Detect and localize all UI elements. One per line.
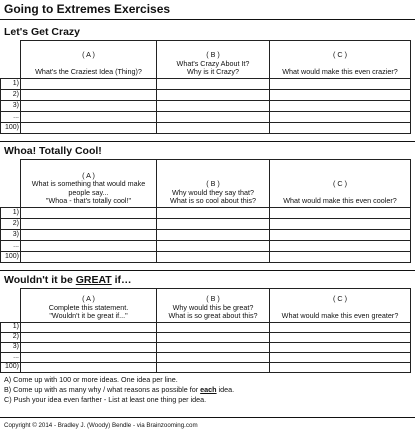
entry-cell[interactable]	[157, 241, 270, 252]
copyright-text: Copyright © 2014 - Bradley J. (Woody) Bendle - via Brainzooming.com	[4, 422, 198, 429]
entry-cell[interactable]	[270, 208, 411, 219]
table-row: 3)	[1, 101, 411, 112]
entry-cell[interactable]	[157, 323, 270, 333]
table-row: 3)	[1, 230, 411, 241]
section-title-great: Wouldn't it be GREAT if…	[4, 274, 132, 286]
table-row: 2)	[1, 333, 411, 343]
cool-col-a-header: ( A ) What is something that would make people say... "Whoa - that's totally cool!"	[21, 160, 157, 208]
entry-cell[interactable]	[157, 252, 270, 263]
instruction-c: C) Push your idea even farther - List at least one thing per idea.	[4, 395, 207, 405]
entry-cell[interactable]	[21, 353, 157, 363]
crazy-col-b-header: ( B ) What's Crazy About It? Why is it Crazy?	[157, 41, 270, 79]
table-row: 100)	[1, 363, 411, 373]
entry-cell[interactable]	[21, 208, 157, 219]
great-col-a-header: ( A ) Complete this statement. "Wouldn't it be great if..."	[21, 289, 157, 323]
section-title-crazy: Let's Get Crazy	[4, 26, 81, 38]
table-row: 1)	[1, 79, 411, 90]
section-rule	[0, 270, 415, 271]
entry-cell[interactable]	[270, 363, 411, 373]
entry-cell[interactable]	[21, 90, 157, 101]
entry-cell[interactable]	[270, 112, 411, 123]
entry-cell[interactable]	[157, 333, 270, 343]
entry-cell[interactable]	[21, 230, 157, 241]
entry-cell[interactable]	[270, 219, 411, 230]
entry-cell[interactable]	[21, 252, 157, 263]
entry-cell[interactable]	[157, 353, 270, 363]
instruction-b: B) Come up with as many why / what reasons as possible for each idea.	[4, 385, 235, 395]
table-row: 2)	[1, 219, 411, 230]
great-col-c-header: ( C ) What would make this even greater?	[270, 289, 411, 323]
entry-cell[interactable]	[270, 252, 411, 263]
entry-cell[interactable]	[21, 323, 157, 333]
entry-cell[interactable]	[21, 123, 157, 134]
entry-cell[interactable]	[270, 323, 411, 333]
entry-cell[interactable]	[21, 241, 157, 252]
table-row: 100)	[1, 252, 411, 263]
entry-cell[interactable]	[270, 79, 411, 90]
entry-cell[interactable]	[270, 230, 411, 241]
great-table	[0, 288, 411, 373]
instruction-a: A) Come up with 100 or more ideas. One idea per line.	[4, 375, 178, 384]
entry-cell[interactable]	[21, 333, 157, 343]
entry-cell[interactable]	[21, 112, 157, 123]
entry-cell[interactable]	[270, 241, 411, 252]
section-title-cool: Whoa! Totally Cool!	[4, 145, 102, 157]
table-row: ...	[1, 241, 411, 252]
crazy-col-c-header: ( C ) What would make this even crazier?	[270, 41, 411, 79]
crazy-table	[0, 40, 411, 134]
entry-cell[interactable]	[157, 101, 270, 112]
entry-cell[interactable]	[157, 79, 270, 90]
entry-cell[interactable]	[270, 123, 411, 134]
entry-cell[interactable]	[157, 219, 270, 230]
entry-cell[interactable]	[157, 208, 270, 219]
footer-rule	[0, 417, 415, 418]
entry-cell[interactable]	[157, 112, 270, 123]
entry-cell[interactable]	[21, 79, 157, 90]
page-title: Going to Extremes Exercises	[4, 2, 171, 16]
table-row: 1)	[1, 208, 411, 219]
cool-col-b-header: ( B ) Why would they say that? What is so cool about this?	[157, 160, 270, 208]
entry-cell[interactable]	[270, 90, 411, 101]
table-row: 3)	[1, 343, 411, 353]
table-row: ...	[1, 353, 411, 363]
entry-cell[interactable]	[21, 343, 157, 353]
entry-cell[interactable]	[157, 123, 270, 134]
great-col-b-header: ( B ) Why would this be great? What is so great about this?	[157, 289, 270, 323]
section-rule	[0, 141, 415, 142]
entry-cell[interactable]	[21, 363, 157, 373]
entry-cell[interactable]	[270, 353, 411, 363]
entry-cell[interactable]	[157, 230, 270, 241]
cool-table	[0, 159, 411, 263]
entry-cell[interactable]	[157, 343, 270, 353]
entry-cell[interactable]	[270, 343, 411, 353]
entry-cell[interactable]	[157, 90, 270, 101]
cool-col-c-header: ( C ) What would make this even cooler?	[270, 160, 411, 208]
entry-cell[interactable]	[21, 219, 157, 230]
title-rule	[0, 19, 415, 20]
entry-cell[interactable]	[270, 333, 411, 343]
entry-cell[interactable]	[21, 101, 157, 112]
crazy-col-a-header: ( A ) What's the Craziest Idea (Thing)?	[21, 41, 157, 79]
table-row: 2)	[1, 90, 411, 101]
entry-cell[interactable]	[270, 101, 411, 112]
table-row: ...	[1, 112, 411, 123]
table-row: 100)	[1, 123, 411, 134]
entry-cell[interactable]	[157, 363, 270, 373]
table-row: 1)	[1, 323, 411, 333]
instructions	[4, 375, 234, 406]
